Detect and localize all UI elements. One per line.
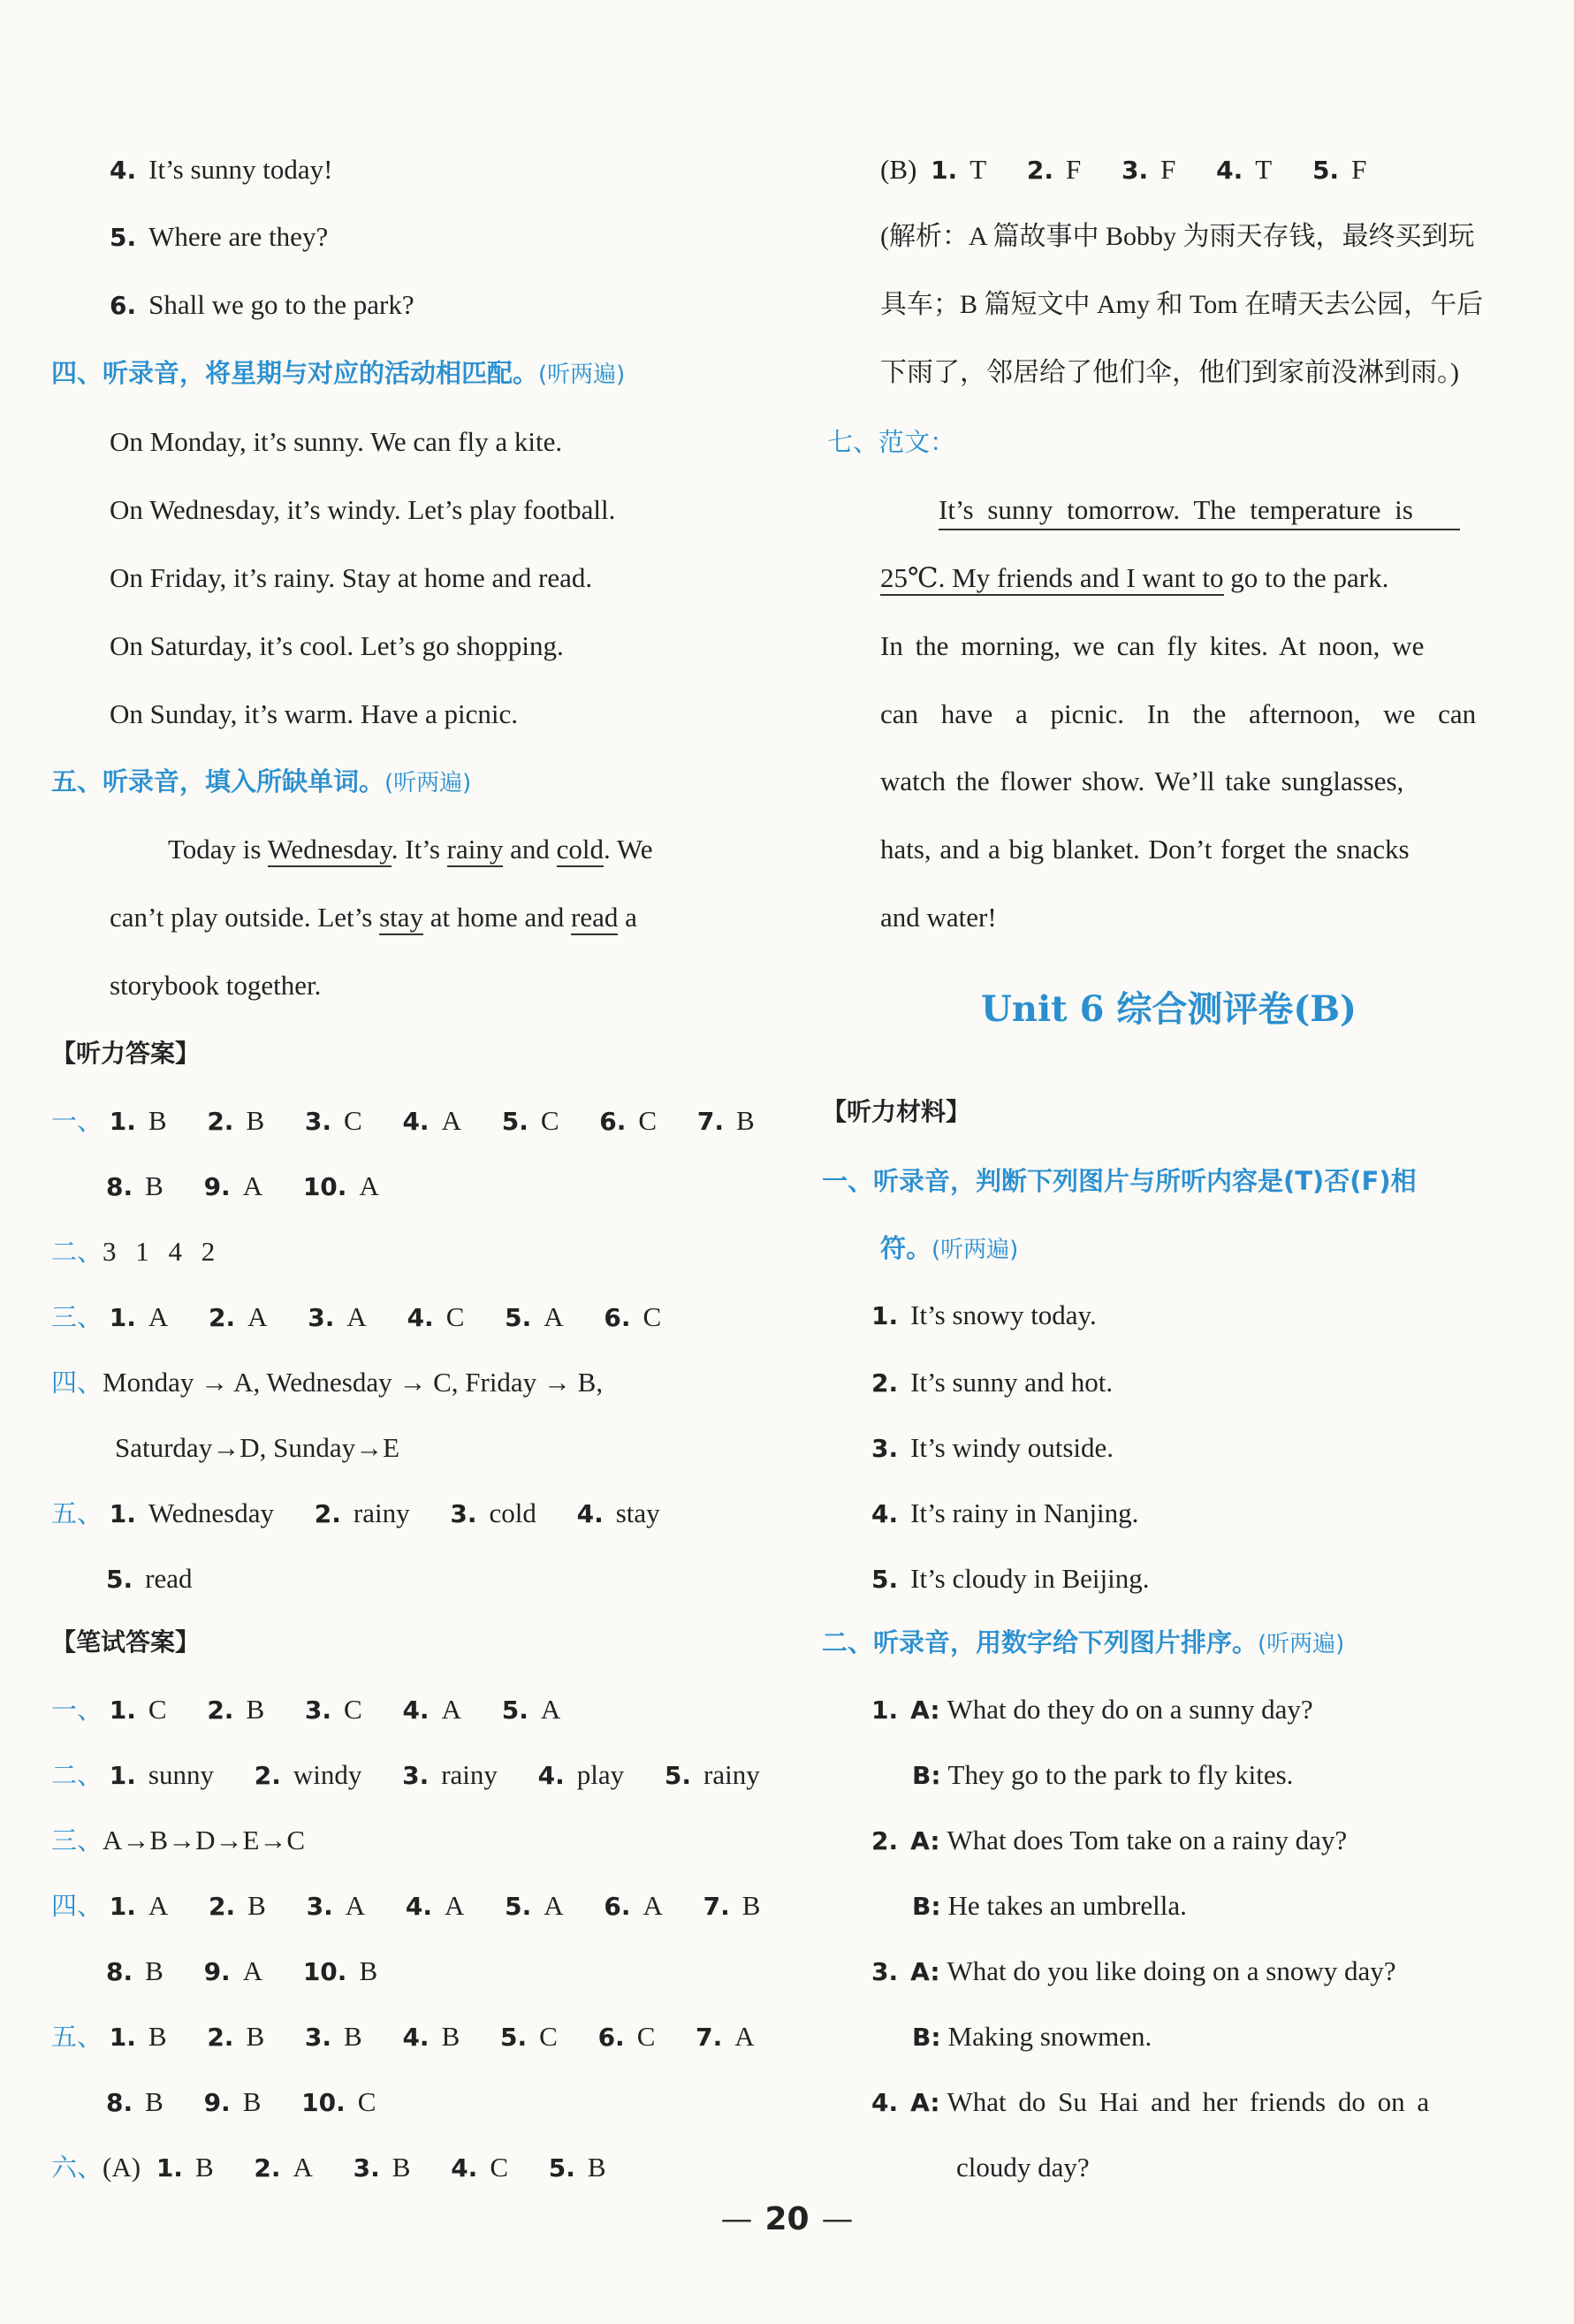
section-heading: 【听力材料】 [822,1097,971,1126]
list-item: 4. It’s rainy in Nanjing. [871,1497,1139,1528]
answer-row: (B) 1. T 2. F 3. F 4. T 5. F [880,154,1367,185]
text-line: On Friday, it’s rainy. Stay at home and read. [110,562,593,593]
answer-row: 8. B 9. A 10. A [106,1170,379,1201]
section-heading: 四、听录音，将星期与对应的活动相匹配。(听两遍) [51,358,626,388]
section-heading: 五、听录音，填入所缺单词。(听两遍) [51,766,472,796]
essay-line: and water! [880,902,997,933]
section-heading: 【听力答案】 [51,1039,201,1068]
answer-row: 一、 1. C 2. B 3. C 4. A 5. A [51,1694,561,1725]
section-heading: 二、听录音，用数字给下列图片排序。(听两遍) [822,1627,1345,1657]
essay-line: can have a picnic. In the afternoon, we can [880,698,1477,729]
answer-row: 8. B 9. B 10. C [106,2086,376,2117]
list-item: 2. It’s sunny and hot. [871,1367,1114,1398]
text-line: Today is Wednesday. It’s rainy and cold. We [168,832,652,867]
answer-row: 三、A→B→D→E→C [51,1825,306,1855]
essay-line: It’s sunny tomorrow. The temperature is [939,492,1460,530]
answer-row: 二、3 1 4 2 [51,1236,216,1267]
analysis-text: 下雨了，邻居给了他们伞，他们到家前没淋到雨。) [880,358,1459,387]
answer-row: 六、(A) 1. B 2. A 3. B 4. C 5. B [51,2152,606,2183]
text-line: can’t play outside. Let’s stay at home and read a [110,900,637,935]
answer-row: 一、 1. B 2. B 3. C 4. A 5. C 6. C 7. B [51,1105,755,1136]
essay-line: watch the flower show. We’ll take sunglasses, [880,766,1404,796]
essay-line: 25℃. My friends and I want to go to the park. [880,560,1388,596]
section-heading: 符。(听两遍) [880,1233,1019,1263]
text-line: On Wednesday, it’s windy. Let’s play football. [110,494,616,525]
analysis-text: (解析：A 篇故事中 Bobby 为雨天存钱，最终买到玩 [880,222,1475,251]
answer-row: 8. B 9. A 10. B [106,1955,378,1986]
dialog-line: 1. A: What do they do on a sunny day? [871,1694,1313,1725]
analysis-text: 具车；B 篇短文中 Amy 和 Tom 在晴天去公园，午后 [880,290,1484,319]
section-heading: 七、范文： [827,427,956,457]
list-item: 6. Shall we go to the park? [110,289,414,320]
dialog-line: 3. A: What do you like doing on a snowy day? [871,1955,1396,1986]
essay-line: In the morning, we can fly kites. At noon, we [880,630,1425,661]
answer-row: Saturday→D, Sunday→E [115,1432,400,1463]
answer-row: 五、 1. B 2. B 3. B 4. B 5. C 6. C 7. A [51,2021,755,2052]
list-item: 4. It’s sunny today! [110,154,333,185]
list-item: 3. It’s windy outside. [871,1432,1114,1463]
section-heading: 一、听录音，判断下列图片与所听内容是(T)否(F)相 [822,1166,1417,1196]
answer-row: 5. read [106,1563,193,1594]
answer-row: 五、 1. Wednesday 2. rainy 3. cold 4. stay [51,1497,660,1528]
dialog-line: B: He takes an umbrella. [912,1890,1187,1921]
text-line: On Saturday, it’s cool. Let’s go shopping. [110,630,564,661]
dialog-line: B: Making snowmen. [912,2021,1152,2052]
unit-title: Unit 6 综合测评卷(B) [981,988,1357,1030]
answer-row: 三、 1. A 2. A 3. A 4. C 5. A 6. C [51,1301,662,1332]
page-number: — 20 — [720,2201,854,2237]
answer-row: 四、Monday → A, Wednesday → C, Friday → B, [51,1367,604,1398]
essay-line: hats, and a big blanket. Don’t forget the snacks [880,834,1410,865]
dialog-line: 4. A: What do Su Hai and her friends do on a [871,2086,1430,2117]
text-line: storybook together. [110,970,322,1001]
list-item: 1. It’s snowy today. [871,1299,1097,1330]
section-heading: 【笔试答案】 [51,1627,201,1657]
list-item: 5. Where are they? [110,221,329,252]
dialog-line: B: They go to the park to fly kites. [912,1759,1294,1790]
text-line: On Monday, it’s sunny. We can fly a kite. [110,426,563,457]
answer-row: 四、 1. A 2. B 3. A 4. A 5. A 6. A 7. B [51,1890,761,1921]
text-line: On Sunday, it’s warm. Have a picnic. [110,698,519,729]
dialog-line: cloudy day? [956,2152,1090,2183]
list-item: 5. It’s cloudy in Beijing. [871,1563,1150,1594]
answer-row: 二、 1. sunny 2. windy 3. rainy 4. play 5. rainy [51,1759,760,1790]
dialog-line: 2. A: What does Tom take on a rainy day? [871,1825,1348,1855]
